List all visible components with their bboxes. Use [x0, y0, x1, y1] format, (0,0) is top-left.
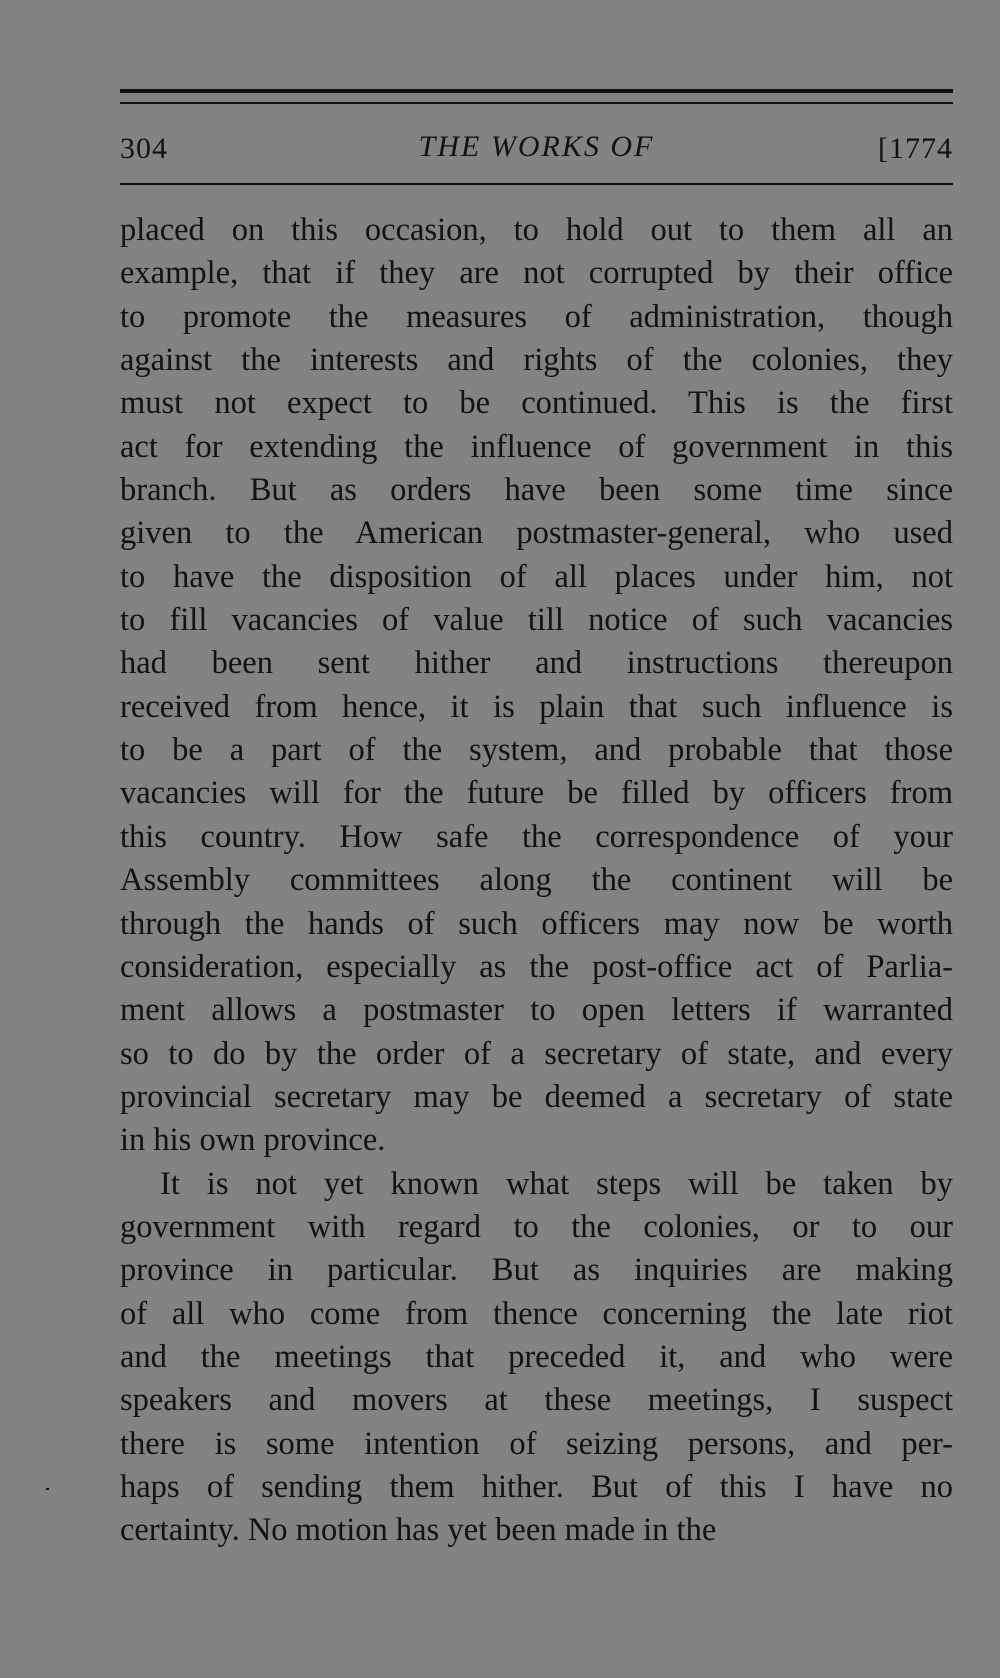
text-line: had been sent hither and instructions thereupon — [120, 645, 953, 682]
text-line: It is not yet known what steps will be taken by — [160, 1165, 953, 1202]
text-line: against the interests and rights of the colonies, they — [120, 342, 953, 379]
text-line: example, that if they are not corrupted by their office — [120, 255, 953, 292]
text-line: vacancies will for the future be filled by officers from — [120, 775, 953, 812]
running-year: [1774 — [878, 132, 953, 165]
text-line: of all who come from thence concerning the late riot — [120, 1295, 953, 1332]
text-line: received from hence, it is plain that such influence is — [120, 688, 953, 725]
text-line: to promote the measures of administration, though — [120, 298, 953, 335]
header-rule — [120, 183, 953, 185]
text-line: Assembly committees along the continent will be — [120, 862, 953, 899]
text-line: consideration, especially as the post-office act of Parlia- — [120, 948, 953, 985]
paragraph — [120, 209, 953, 1163]
top-double-rule-thin — [120, 102, 953, 104]
text-line: placed on this occasion, to hold out to them all an — [120, 212, 953, 248]
text-line: government with regard to the colonies, or to our — [120, 1208, 953, 1245]
text-line: provincial secretary may be deemed a secretary of state — [120, 1078, 953, 1115]
text-line: must not expect to be continued. This is the first — [120, 385, 953, 422]
text-line: ment allows a postmaster to open letters if warranted — [120, 992, 953, 1029]
page-number: 304 — [120, 132, 168, 165]
running-head — [120, 126, 953, 170]
text-line: province in particular. But as inquiries are making — [120, 1252, 953, 1289]
text-line: there is some intention of seizing persons, and per- — [120, 1425, 953, 1462]
text-line: this country. How safe the correspondence of your — [120, 818, 953, 855]
paragraph — [120, 1163, 953, 1553]
text-line: and the meetings that preceded it, and who were — [120, 1338, 953, 1375]
text-line: to be a part of the system, and probable that those — [120, 732, 953, 769]
text-line: certainty. No motion has yet been made in the — [120, 1512, 717, 1549]
text-line: so to do by the order of a secretary of state, and every — [120, 1035, 953, 1072]
text-line: through the hands of such officers may now be worth — [120, 905, 953, 942]
text-line: to have the disposition of all places under him, not — [120, 558, 953, 595]
text-line: branch. But as orders have been some time since — [120, 472, 953, 509]
text-line: in his own province. — [120, 1122, 386, 1159]
text-line: haps of sending them hither. But of this I have no — [120, 1468, 953, 1505]
text-line: to fill vacancies of value till notice of such vacancies — [120, 602, 953, 639]
text-line: act for extending the influence of government in this — [120, 428, 953, 465]
body-text — [120, 209, 953, 1553]
text-line: speakers and movers at these meetings, I suspect — [120, 1382, 953, 1419]
stray-ink-mark — [46, 1488, 49, 1490]
text-line: given to the American postmaster-general, who used — [120, 515, 953, 552]
running-title: THE WORKS OF — [418, 130, 655, 163]
top-double-rule-thick — [120, 89, 953, 93]
